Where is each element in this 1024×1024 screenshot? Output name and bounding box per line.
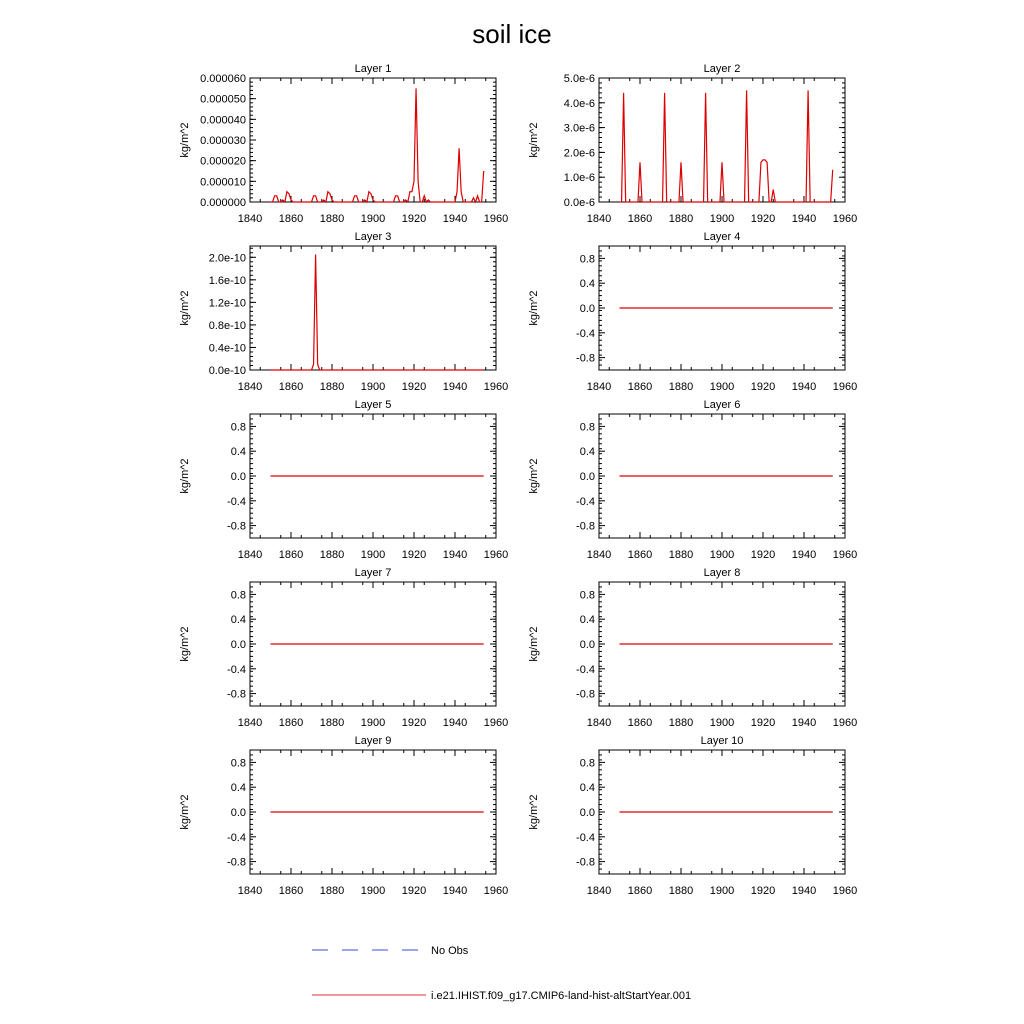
panel-5 <box>179 399 508 561</box>
legend-obs-label: No Obs <box>431 945 469 957</box>
x-tick-label: 1940 <box>442 213 468 225</box>
y-tick-label: 0.0 <box>579 807 595 819</box>
y-tick-label: 0.000010 <box>200 176 246 189</box>
panel-title: Layer 6 <box>703 399 741 411</box>
x-tick-label: 1920 <box>401 717 427 729</box>
y-tick-label: -0.8 <box>227 856 246 869</box>
x-tick-label: 1940 <box>442 885 468 897</box>
y-tick-label: 4.0e-6 <box>563 97 595 110</box>
plot-frame <box>250 246 496 370</box>
y-tick-label: 0.4 <box>579 782 595 795</box>
panel-1 <box>179 63 508 225</box>
x-tick-label: 1960 <box>483 885 509 897</box>
series-line <box>620 90 833 202</box>
y-tick-label: 0.4e-10 <box>208 342 246 355</box>
y-axis-label: kg/m^2 <box>528 122 540 158</box>
x-tick-label: 1880 <box>668 885 694 897</box>
y-tick-label: 0.8 <box>579 253 595 266</box>
series-line <box>271 88 484 202</box>
panel-title: Layer 8 <box>703 567 741 579</box>
x-tick-label: 1840 <box>586 549 612 561</box>
y-tick-label: 1.0e-6 <box>563 172 595 185</box>
y-axis-label: kg/m^2 <box>528 290 540 326</box>
plot-frame <box>250 78 496 202</box>
y-tick-label: -0.8 <box>576 688 595 701</box>
x-tick-label: 1920 <box>750 549 776 561</box>
y-tick-label: -0.4 <box>227 495 246 508</box>
x-tick-label: 1900 <box>360 717 386 729</box>
y-tick-label: 0.8 <box>230 589 246 602</box>
y-tick-label: -0.4 <box>227 663 246 676</box>
x-tick-label: 1840 <box>237 381 263 393</box>
panel-4 <box>528 231 857 393</box>
y-tick-label: 0.4 <box>230 446 246 459</box>
x-tick-label: 1920 <box>401 885 427 897</box>
x-tick-label: 1900 <box>709 885 735 897</box>
x-tick-label: 1880 <box>319 213 345 225</box>
y-tick-label: 3.0e-6 <box>563 122 595 135</box>
panel-8 <box>528 567 857 729</box>
x-tick-label: 1900 <box>709 213 735 225</box>
y-tick-label: 0.4 <box>230 782 246 795</box>
y-tick-label: 5.0e-6 <box>563 73 595 85</box>
y-tick-label: 0.8 <box>230 421 246 434</box>
x-tick-label: 1900 <box>709 717 735 729</box>
x-tick-label: 1920 <box>401 213 427 225</box>
y-tick-label: 0.0e-6 <box>563 197 595 209</box>
x-tick-label: 1880 <box>668 549 694 561</box>
panel-title: Layer 10 <box>700 735 744 747</box>
y-tick-label: 0.0 <box>579 471 595 483</box>
x-tick-label: 1880 <box>319 717 345 729</box>
y-tick-label: -0.4 <box>576 495 595 508</box>
y-tick-label: 0.0 <box>579 303 595 315</box>
panel-title: Layer 4 <box>703 231 741 243</box>
x-tick-label: 1860 <box>627 381 653 393</box>
x-tick-label: 1880 <box>319 885 345 897</box>
x-tick-label: 1900 <box>360 381 386 393</box>
y-axis-label: kg/m^2 <box>179 290 191 326</box>
x-tick-label: 1900 <box>709 381 735 393</box>
x-tick-label: 1840 <box>586 885 612 897</box>
y-axis-label: kg/m^2 <box>179 458 191 494</box>
panel-10 <box>528 735 857 897</box>
panel-7 <box>179 567 508 729</box>
x-tick-label: 1840 <box>237 549 263 561</box>
x-tick-label: 1900 <box>360 213 386 225</box>
x-tick-label: 1920 <box>750 381 776 393</box>
y-tick-label: -0.4 <box>576 831 595 844</box>
x-tick-label: 1840 <box>237 717 263 729</box>
x-tick-label: 1920 <box>401 381 427 393</box>
y-tick-label: 0.0 <box>230 807 246 819</box>
y-tick-label: -0.4 <box>227 831 246 844</box>
y-axis-label: kg/m^2 <box>179 122 191 158</box>
x-tick-label: 1860 <box>627 717 653 729</box>
x-tick-label: 1860 <box>278 213 304 225</box>
y-tick-label: 0.000030 <box>200 135 246 147</box>
y-tick-label: -0.4 <box>576 327 595 340</box>
x-tick-label: 1960 <box>832 381 858 393</box>
x-tick-label: 1940 <box>442 549 468 561</box>
x-tick-label: 1900 <box>709 549 735 561</box>
y-tick-label: 0.000020 <box>200 155 246 168</box>
x-tick-label: 1900 <box>360 549 386 561</box>
y-tick-label: 1.6e-10 <box>208 274 246 287</box>
y-tick-label: 0.0 <box>230 471 246 483</box>
y-tick-label: 0.4 <box>579 446 595 459</box>
x-tick-label: 1940 <box>791 381 817 393</box>
x-tick-label: 1880 <box>668 717 694 729</box>
x-tick-label: 1940 <box>791 717 817 729</box>
panel-6 <box>528 399 857 561</box>
y-tick-label: 0.0 <box>230 639 246 651</box>
panel-9 <box>179 735 508 897</box>
y-tick-label: 0.4 <box>579 278 595 291</box>
x-tick-label: 1880 <box>319 549 345 561</box>
x-tick-label: 1940 <box>791 213 817 225</box>
y-tick-label: 0.8 <box>230 757 246 770</box>
x-tick-label: 1860 <box>627 549 653 561</box>
x-tick-label: 1880 <box>668 381 694 393</box>
y-axis-label: kg/m^2 <box>528 626 540 662</box>
panel-title: Layer 2 <box>703 63 741 75</box>
y-tick-label: 0.0 <box>579 639 595 651</box>
y-tick-label: 0.0e-10 <box>208 365 246 377</box>
panel-title: Layer 7 <box>354 567 392 579</box>
legend-model-label: i.e21.IHIST.f09_g17.CMIP6-land-hist-altStartYear.001 <box>431 990 692 1002</box>
x-tick-label: 1840 <box>586 213 612 225</box>
x-tick-label: 1880 <box>668 213 694 225</box>
x-tick-label: 1860 <box>278 717 304 729</box>
x-tick-label: 1860 <box>278 885 304 897</box>
panel-title: Layer 3 <box>354 231 392 243</box>
x-tick-label: 1920 <box>401 549 427 561</box>
y-tick-label: -0.8 <box>576 856 595 869</box>
x-tick-label: 1960 <box>483 717 509 729</box>
x-tick-label: 1860 <box>278 381 304 393</box>
y-tick-label: 0.8 <box>579 421 595 434</box>
y-tick-label: 1.2e-10 <box>208 297 246 310</box>
y-tick-label: 0.000050 <box>200 93 246 106</box>
panel-2 <box>528 63 857 225</box>
y-tick-label: 0.000000 <box>200 197 246 209</box>
panel-title: Layer 5 <box>354 399 392 411</box>
y-tick-label: -0.8 <box>576 352 595 365</box>
x-tick-label: 1940 <box>442 717 468 729</box>
y-tick-label: -0.8 <box>576 520 595 533</box>
x-tick-label: 1920 <box>750 885 776 897</box>
x-tick-label: 1960 <box>832 549 858 561</box>
y-tick-label: 0.8e-10 <box>208 319 246 332</box>
x-tick-label: 1860 <box>627 213 653 225</box>
y-axis-label: kg/m^2 <box>528 458 540 494</box>
series-line <box>271 254 484 370</box>
x-tick-label: 1920 <box>750 717 776 729</box>
panel-title: Layer 1 <box>354 63 392 75</box>
x-tick-label: 1960 <box>483 381 509 393</box>
x-tick-label: 1840 <box>237 213 263 225</box>
panel-title: Layer 9 <box>354 735 392 747</box>
x-tick-label: 1940 <box>442 381 468 393</box>
x-tick-label: 1840 <box>586 717 612 729</box>
y-axis-label: kg/m^2 <box>528 794 540 830</box>
x-tick-label: 1840 <box>586 381 612 393</box>
y-tick-label: 0.8 <box>579 589 595 602</box>
x-tick-label: 1860 <box>278 549 304 561</box>
x-tick-label: 1960 <box>832 213 858 225</box>
x-tick-label: 1840 <box>237 885 263 897</box>
y-tick-label: 2.0e-10 <box>208 252 246 265</box>
y-axis-label: kg/m^2 <box>179 626 191 662</box>
y-tick-label: 0.000040 <box>200 114 246 127</box>
x-tick-label: 1960 <box>832 717 858 729</box>
y-tick-label: -0.8 <box>227 688 246 701</box>
x-tick-label: 1920 <box>750 213 776 225</box>
x-tick-label: 1940 <box>791 549 817 561</box>
x-tick-label: 1960 <box>483 549 509 561</box>
y-tick-label: 0.8 <box>579 757 595 770</box>
figure-title: soil ice <box>472 19 552 49</box>
x-tick-label: 1860 <box>627 885 653 897</box>
y-tick-label: -0.8 <box>227 520 246 533</box>
y-tick-label: 2.0e-6 <box>563 147 595 160</box>
x-tick-label: 1960 <box>483 213 509 225</box>
x-tick-label: 1940 <box>791 885 817 897</box>
y-tick-label: -0.4 <box>576 663 595 676</box>
legend <box>312 945 691 1002</box>
y-tick-label: 0.4 <box>230 614 246 627</box>
x-tick-label: 1880 <box>319 381 345 393</box>
y-tick-label: 0.000060 <box>200 73 246 85</box>
x-tick-label: 1960 <box>832 885 858 897</box>
panel-3 <box>179 231 508 393</box>
x-tick-label: 1900 <box>360 885 386 897</box>
y-axis-label: kg/m^2 <box>179 794 191 830</box>
panels <box>179 63 857 897</box>
y-tick-label: 0.4 <box>579 614 595 627</box>
